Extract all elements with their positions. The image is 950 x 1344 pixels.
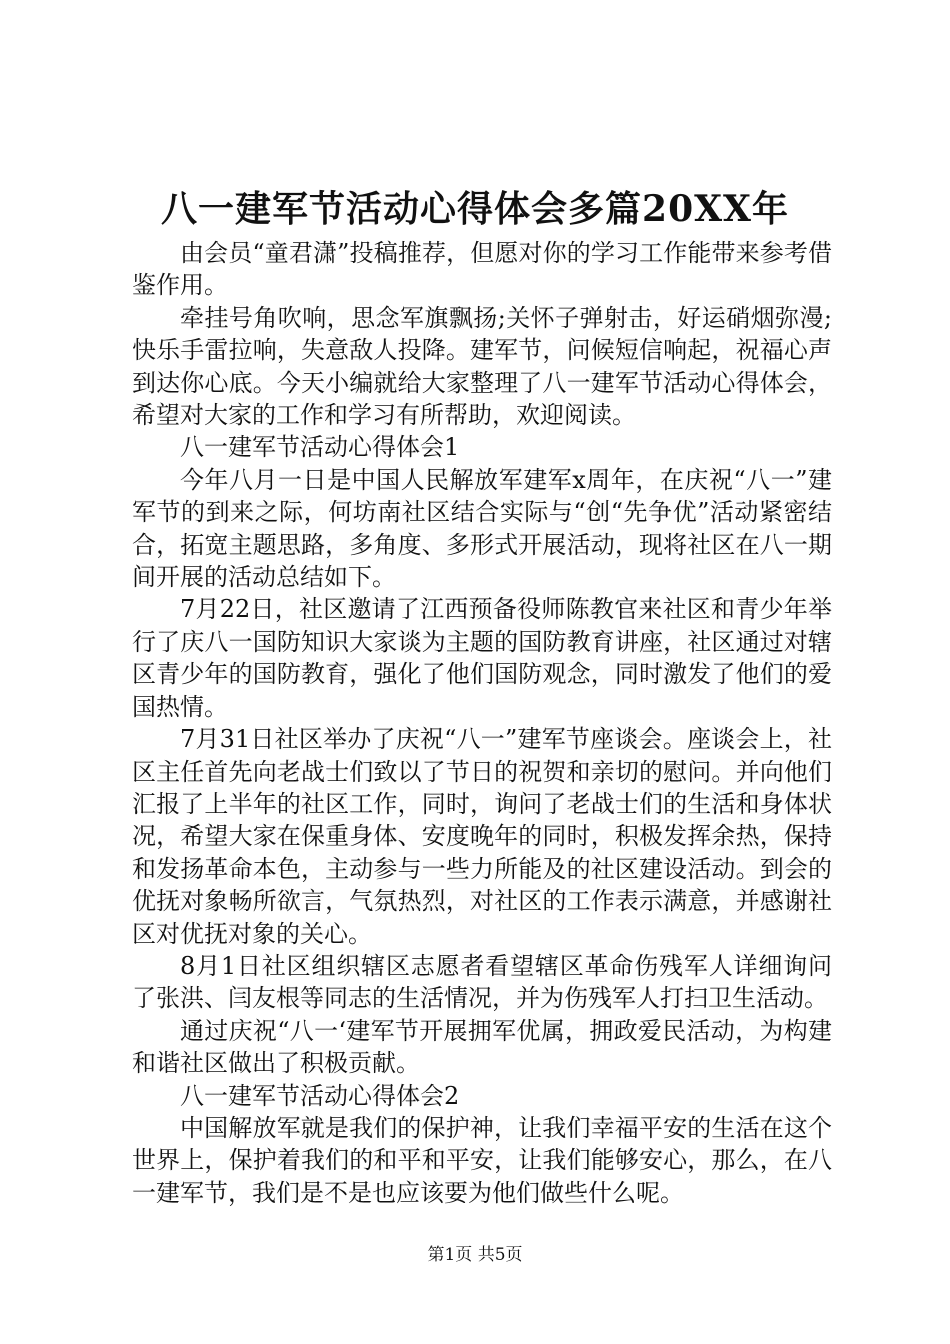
document-title: 八一建军节活动心得体会多篇20XX年 [161,188,789,230]
paragraph-greeting: 牵挂号角吹响，思念军旗飘扬;关怀子弹射击，好运硝烟弥漫;快乐手雷拉响，失意敌人投降。建军节，问候短信响起，祝福心声到达你心底。今天小编就给大家整理了八一建军节活动心得体会，希望对大家的工作和学习有所帮助，欢迎阅读。 [132,303,832,430]
page-footer: 第1页 共5页 [427,1245,523,1265]
paragraph-overview: 今年八月一日是中国人民解放军建军x周年，在庆祝“八一”建军节的到来之际，何坊南社区结合实际与“创“先争优”活动紧密结合，拓宽主题思路，多角度、多形式开展活动，现将社区在八一期间开展的活动总结如下。 [132,465,832,592]
section-heading-1: 八一建军节活动心得体会1 [180,433,460,462]
paragraph-august-1: 8月1日社区组织辖区志愿者看望辖区革命伤残军人详细询问了张洪、闫友根等同志的生活情况，并为伤残军人打扫卫生活动。 [132,951,832,1013]
paragraph-july-22: 7月22日，社区邀请了江西预备役师陈教官来社区和青少年举行了庆八一国防知识大家谈为主题的国防教育讲座，社区通过对辖区青少年的国防教育，强化了他们国防观念，同时激发了他们的爱国热情。 [132,595,832,721]
section-heading-2: 八一建军节活动心得体会2 [180,1081,460,1110]
paragraph-july-31: 7月31日社区举办了庆祝“八一”建军节座谈会。座谈会上，社区主任首先向老战士们致以了节日的祝贺和亲切的慰问。并向他们汇报了上半年的社区工作，同时，询问了老战士们的生活和身体状况，希望大家在保重身体、安度晚年的同时，积极发挥余热，保持和发扬革命本色，主动参与一些力所能及的社区建设活动。到会的优抚对象畅所欲言，气氛热烈，对社区的工作表示满意，并感谢社区对优抚对象的关心。 [132,725,832,948]
paragraph-intro: 由会员“童君潇”投稿推荐，但愿对你的学习工作能带来参考借鉴作用。 [132,239,832,300]
document-body [132,237,832,1209]
paragraph-conclusion: 通过庆祝“八一‘建军节开展拥军优属，拥政爱民活动，为构建和谐社区做出了积极贡献。 [132,1016,832,1078]
paragraph-section-2: 中国解放军就是我们的保护神，让我们幸福平安的生活在这个世界上，保护着我们的和平和平安，让我们能够安心，那么，在八一建军节，我们是不是也应该要为他们做些什么呢。 [132,1113,832,1207]
